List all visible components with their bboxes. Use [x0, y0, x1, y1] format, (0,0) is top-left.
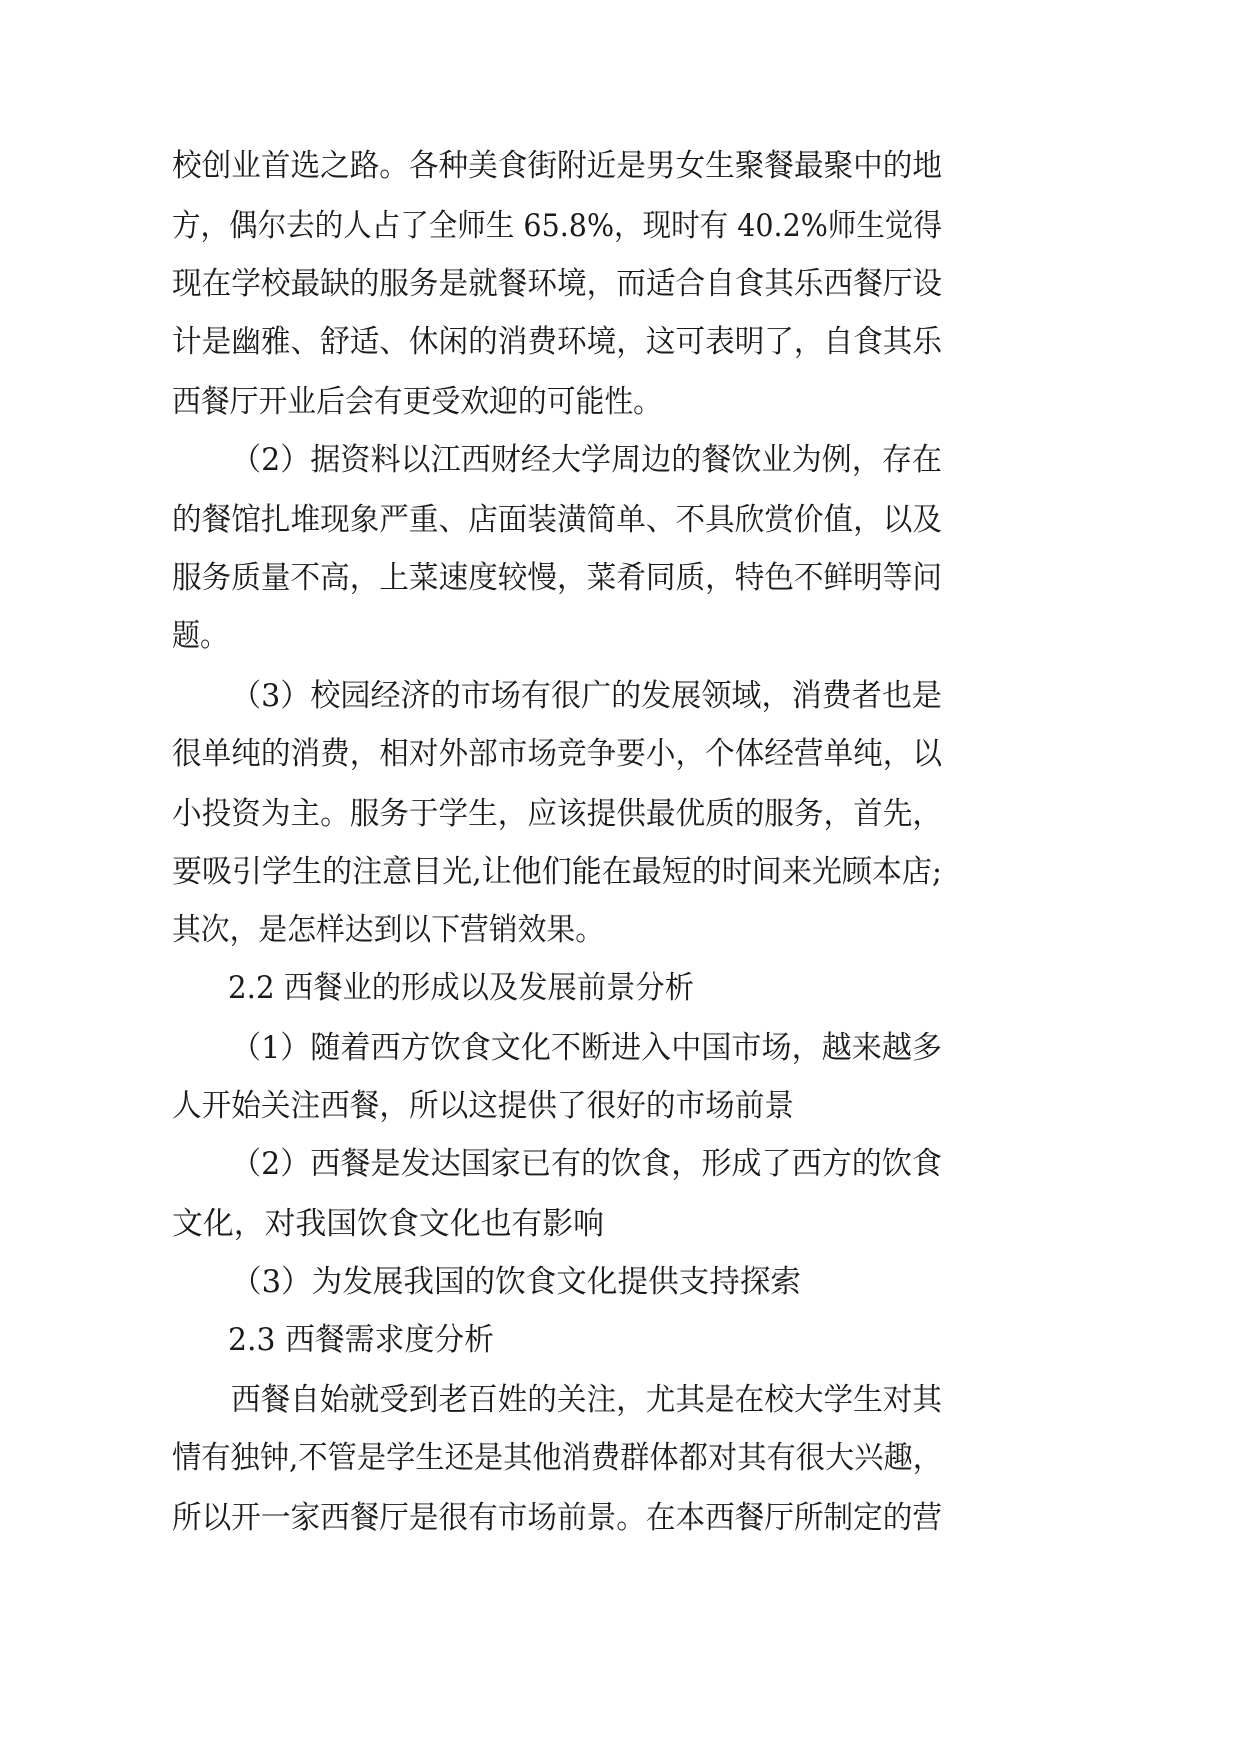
- section-heading-text: 2.3 西餐需求度分析: [228, 1322, 494, 1358]
- text-line: [0, 666, 1241, 726]
- text-line-content: （3）为发展我国的饮食文化提供支持探索: [231, 1264, 801, 1300]
- section-heading: [0, 958, 1241, 1018]
- text-line-content: （2）西餐是发达国家已有的饮食，形成了西方的饮食: [231, 1146, 942, 1182]
- text-line: [0, 254, 1241, 314]
- text-line-content: 现在学校最缺的服务是就餐环境，而适合自食其乐西餐厅设: [172, 266, 942, 302]
- section-heading-text: 2.2 西餐业的形成以及发展前景分析: [228, 970, 694, 1006]
- text-line-content: （3）校园经济的市场有很广的发展领域，消费者也是: [231, 678, 942, 714]
- text-line: [0, 1018, 1241, 1078]
- text-line: [0, 1488, 1241, 1548]
- text-line: [0, 372, 1241, 432]
- text-line: [0, 900, 1241, 960]
- text-line: [0, 1076, 1241, 1136]
- text-line-content: 很单纯的消费，相对外部市场竞争要小，个体经营单纯，以: [172, 736, 942, 772]
- text-line: [0, 430, 1241, 490]
- text-line-content: 的餐馆扎堆现象严重、店面装潢简单、不具欣赏价值，以及: [172, 502, 942, 538]
- text-line: [0, 196, 1241, 256]
- text-line: [0, 842, 1241, 902]
- text-line: [0, 1370, 1241, 1430]
- text-line-content: 其次，是怎样达到以下营销效果。: [172, 912, 604, 948]
- text-line-content: 计是幽雅、舒适、休闲的消费环境，这可表明了，自食其乐: [172, 324, 942, 360]
- text-line-content: 服务质量不高，上菜速度较慢，菜肴同质，特色不鲜明等问: [172, 560, 942, 596]
- text-line: [0, 1134, 1241, 1194]
- text-line-content: 文化，对我国饮食文化也有影响: [172, 1206, 604, 1242]
- text-line-content: 西餐自始就受到老百姓的关注，尤其是在校大学生对其: [231, 1382, 942, 1418]
- text-line-content: 校创业首选之路。各种美食街附近是男女生聚餐最聚中的地: [172, 148, 942, 184]
- text-line: [0, 1428, 1241, 1488]
- text-line: [0, 784, 1241, 844]
- text-line: [0, 490, 1241, 550]
- text-line: [0, 312, 1241, 372]
- text-line: [0, 136, 1241, 196]
- text-line-content: 题。: [172, 618, 228, 654]
- text-line-content: （2）据资料以江西财经大学周边的餐饮业为例，存在: [231, 442, 942, 478]
- text-line-content: 人开始关注西餐，所以这提供了很好的市场前景: [172, 1088, 794, 1124]
- text-line: [0, 1252, 1241, 1312]
- text-line-content: 方，偶尔去的人占了全师生 65.8%，现时有 40.2%师生觉得: [172, 208, 942, 244]
- text-line-content: （1）随着西方饮食文化不断进入中国市场，越来越多: [231, 1030, 942, 1066]
- text-line-content: 所以开一家西餐厅是很有市场前景。在本西餐厅所制定的营: [172, 1500, 942, 1536]
- text-line-content: 西餐厅开业后会有更受欢迎的可能性。: [172, 384, 662, 420]
- text-line: [0, 548, 1241, 608]
- text-line: [0, 724, 1241, 784]
- text-line: [0, 606, 1241, 666]
- text-line-content: 情有独钟,不管是学生还是其他消费群体都对其有很大兴趣，: [172, 1440, 942, 1476]
- text-line-content: 小投资为主。服务于学生，应该提供最优质的服务，首先，: [172, 796, 942, 832]
- section-heading: [0, 1310, 1241, 1370]
- text-line: [0, 1194, 1241, 1254]
- text-line-content: 要吸引学生的注意目光,让他们能在最短的时间来光顾本店;: [172, 854, 942, 890]
